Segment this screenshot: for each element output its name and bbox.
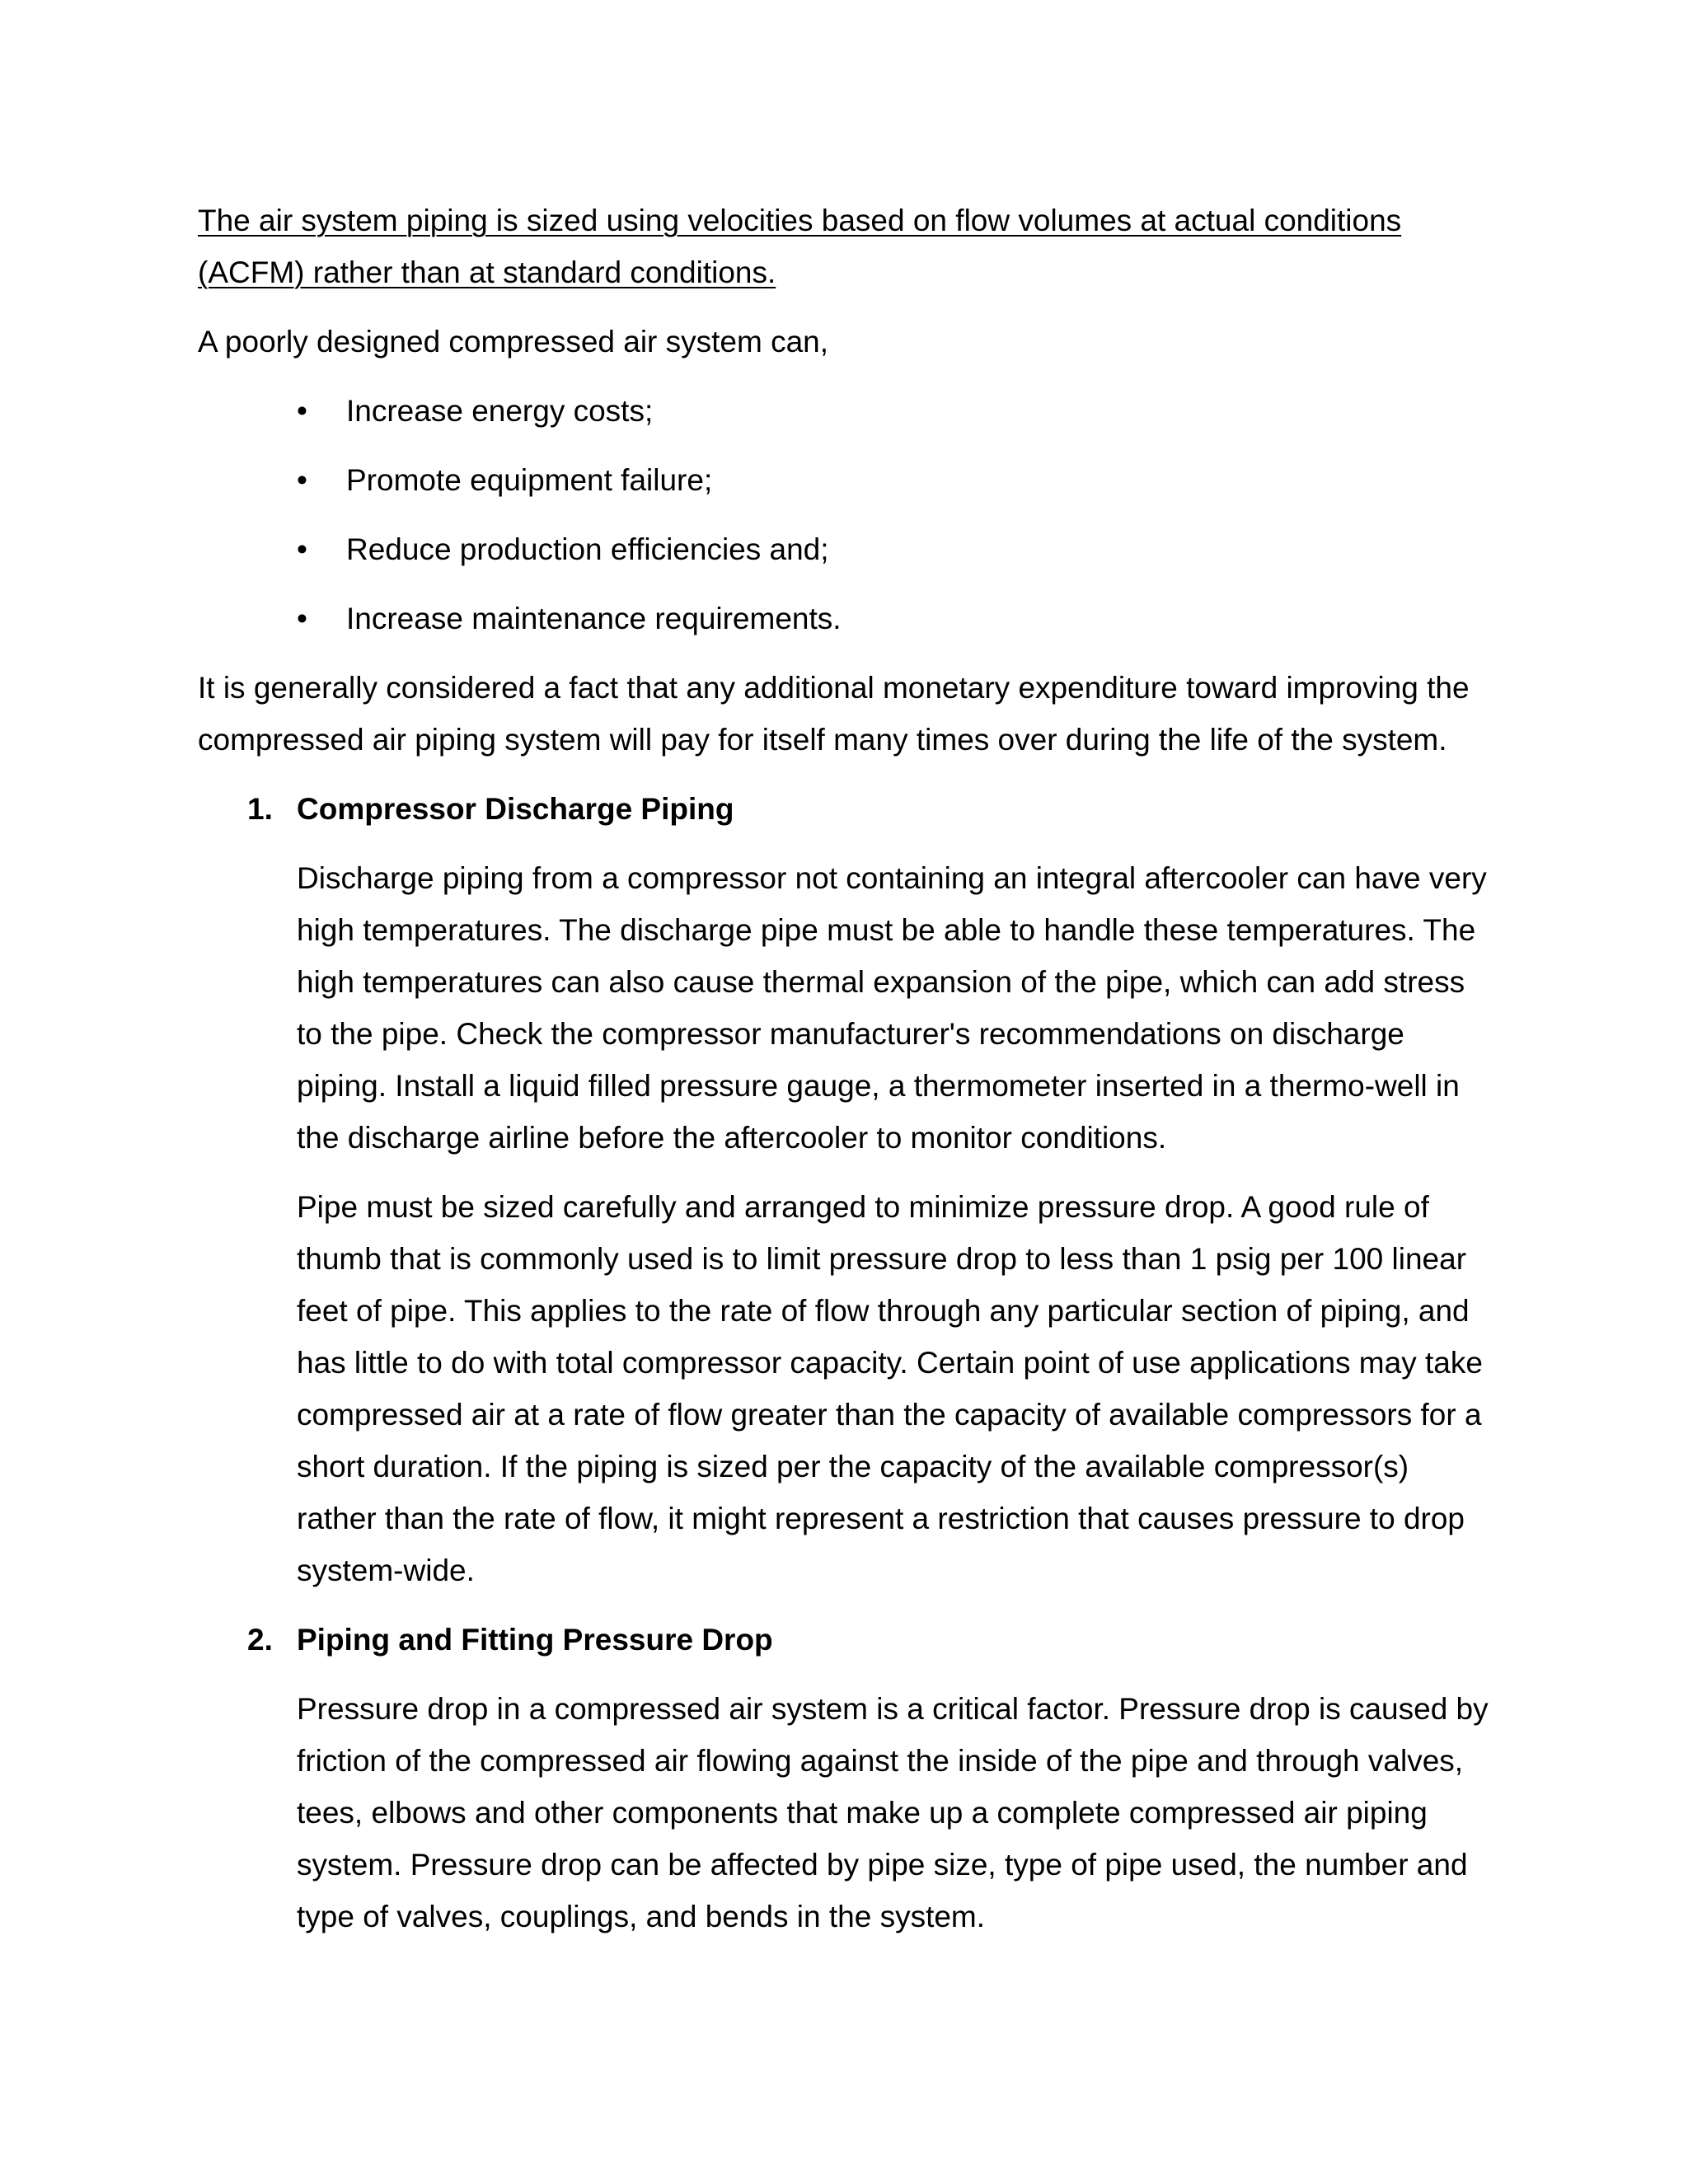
bullet-icon: • <box>297 532 307 566</box>
list-item <box>198 385 1492 437</box>
list-item-text: Increase energy costs; <box>346 394 654 428</box>
list-item-text: Reduce production efficiencies and; <box>346 532 829 566</box>
list-item-text: Increase maintenance requirements. <box>346 602 842 635</box>
section-heading <box>198 1614 1492 1666</box>
section-number: 2. <box>247 1623 273 1657</box>
list-item <box>198 593 1492 644</box>
document-body <box>198 194 1492 1943</box>
section-heading <box>198 783 1492 835</box>
section-number: 1. <box>247 792 273 826</box>
section-title: Piping and Fitting Pressure Drop <box>297 1623 773 1657</box>
section-title: Compressor Discharge Piping <box>297 792 734 826</box>
bullet-icon: • <box>297 602 307 635</box>
section-piping-and-fitting-pressure-drop <box>198 1614 1492 1943</box>
summary-paragraph: It is generally considered a fact that any additional monetary expenditure toward improving the compressed air piping system will pay for itself many times over during the life of the system. <box>198 671 1470 757</box>
bullet-icon: • <box>297 463 307 497</box>
list-item <box>198 523 1492 575</box>
intro-statement: The air system piping is sized using velocities based on flow volumes at actual conditions (ACFM) rather than at standard conditions. <box>198 204 1402 289</box>
section-paragraph: Pressure drop in a compressed air system is a critical factor. Pressure drop is caused by friction of the compressed air flowing against the inside of the pipe and through valves, tees, elbows and other components that make up a complete compressed air piping system. Pressure drop can be affected by pipe size, type of pipe used, the number and type of valves, couplings, and bends in the system. <box>297 1692 1489 1933</box>
section-paragraph: Pipe must be sized carefully and arranged to minimize pressure drop. A good rule of thumb that is commonly used is to limit pressure drop to less than 1 psig per 100 linear feet of pipe. This applies to the rate of flow through any particular section of piping, and has little to do with total compressor capacity. Certain point of use applications may take compressed air at a rate of flow greater than the capacity of available compressors for a short duration. If the piping is sized per the capacity of the available compressor(s) rather than the rate of flow, it might represent a restriction that causes pressure to drop system-wide. <box>297 1190 1483 1587</box>
section-compressor-discharge-piping <box>198 783 1492 1596</box>
section-paragraph: Discharge piping from a compressor not containing an integral aftercooler can have very high temperatures. The discharge pipe must be able to handle these temperatures. The high temperatures can also cause thermal expansion of the pipe, which can add stress to the pipe. Check the compressor manufacturer's recommendations on discharge piping. Install a liquid filled pressure gauge, a thermometer inserted in a thermo-well in the discharge airline before the aftercooler to monitor conditions. <box>297 861 1487 1155</box>
section-list <box>198 783 1492 1943</box>
bullet-icon: • <box>297 394 307 428</box>
list-item-text: Promote equipment failure; <box>346 463 713 497</box>
lead-in-sentence: A poorly designed compressed air system can, <box>198 325 829 359</box>
list-item <box>198 454 1492 506</box>
consequence-list <box>198 385 1492 644</box>
